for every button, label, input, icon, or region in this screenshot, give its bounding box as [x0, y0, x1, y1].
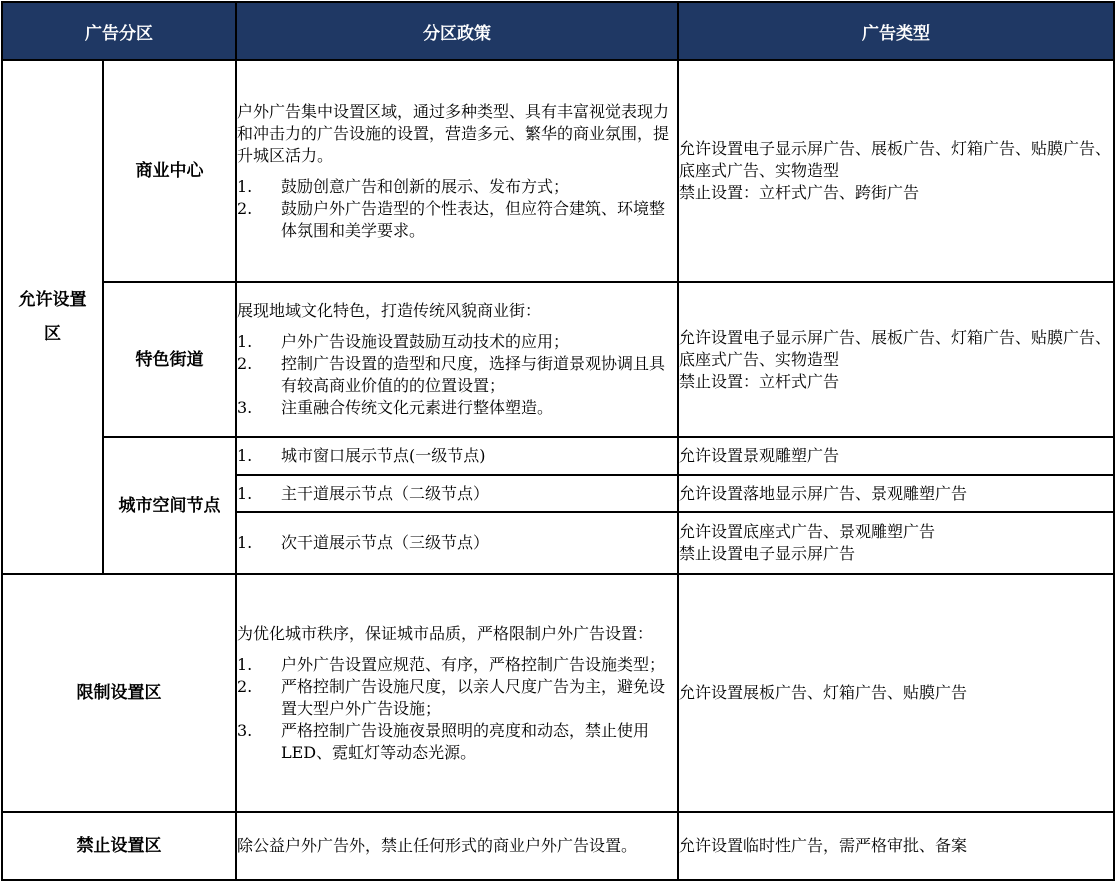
item-number: 2.	[237, 676, 253, 696]
list-item	[237, 654, 677, 676]
list-item	[237, 198, 677, 242]
types-line: 允许设置落地显示屏广告、景观雕塑广告	[679, 483, 968, 503]
types-prohibited	[678, 812, 1114, 880]
item-text: 鼓励户外广告造型的个性表达，但应符合建筑、环境整体氛围和美学要求。	[281, 198, 666, 240]
list-item	[237, 720, 677, 764]
policy-feature-street	[236, 282, 678, 437]
types-restricted	[678, 574, 1114, 812]
item-text: 严格控制广告设施尺度，以亲人尺度广告为主，避免设置大型户外广告设施；	[281, 676, 666, 718]
policy-business-center	[236, 60, 678, 282]
header-types: 广告类型	[678, 2, 1114, 60]
item-number: 1.	[237, 332, 253, 351]
row-city-node-1	[2, 437, 1114, 475]
row-restricted	[2, 574, 1114, 812]
item-number: 2.	[237, 198, 253, 218]
policy-list	[237, 176, 677, 242]
policy-list	[237, 654, 677, 764]
policy-intro: 为优化城市秩序，保证城市品质，严格限制户外广告设置：	[237, 623, 654, 643]
list-item	[237, 397, 677, 419]
zone-allowed-line-2: 区	[44, 324, 61, 344]
item-text: 控制广告设置的造型和尺度，选择与街道景观协调且具有较高商业价值的的位置设置；	[281, 354, 666, 395]
subzone-city-nodes: 城市空间节点	[103, 437, 236, 574]
item-number: 1.	[237, 446, 253, 465]
zone-restricted: 限制设置区	[2, 574, 236, 812]
item-text: 次干道展示节点（三级节点）	[281, 533, 490, 552]
subzone-business-center: 商业中心	[103, 60, 236, 282]
item-text: 鼓励创意广告和创新的展示、发布方式；	[281, 176, 570, 196]
types-line: 禁止设置电子显示屏广告	[679, 544, 856, 563]
zone-allowed	[2, 60, 103, 574]
types-business-center	[678, 60, 1114, 282]
policy-city-node-1	[236, 437, 678, 475]
row-business-center	[2, 60, 1114, 282]
item-text: 主干道展示节点（二级节点）	[281, 483, 490, 503]
types-city-node-3	[678, 512, 1114, 574]
row-feature-street	[2, 282, 1114, 437]
types-feature-street	[678, 282, 1114, 437]
header-zone: 广告分区	[2, 2, 236, 60]
types-city-node-2	[678, 475, 1114, 512]
item-number: 2.	[237, 354, 253, 373]
item-number: 1.	[237, 654, 253, 674]
item-text: 城市窗口展示节点(一级节点)	[281, 446, 486, 465]
list-item	[237, 676, 677, 720]
list-item	[237, 331, 677, 353]
policy-intro: 户外广告集中设置区域，通过多种类型、具有丰富视觉表现力和冲击力的广告设施的设置，营造多元、繁华的商业氛围，提升城区活力。	[237, 101, 670, 165]
zone-allowed-line-1: 允许设置	[18, 290, 87, 310]
types-city-node-1	[678, 437, 1114, 475]
item-text: 户外广告设施设置鼓励互动技术的应用；	[281, 332, 570, 351]
item-text: 户外广告设置应规范、有序，严格控制广告设施类型；	[281, 654, 666, 674]
types-line: 允许设置展板广告、灯箱广告、贴膜广告	[679, 683, 968, 702]
subzone-feature-street: 特色街道	[103, 282, 236, 437]
policy-prohibited: 除公益户外广告外，禁止任何形式的商业户外广告设置。	[236, 812, 678, 880]
policy-city-node-2	[236, 475, 678, 512]
types-line: 允许设置电子显示屏广告、展板广告、灯箱广告、贴膜广告、底座式广告、实物造型	[679, 327, 1112, 369]
item-number: 3.	[237, 398, 253, 417]
types-line: 禁止设置：立杆式广告、跨街广告	[679, 183, 920, 202]
list-item	[237, 176, 677, 198]
policy-city-node-3	[236, 512, 678, 574]
policy-list	[237, 331, 677, 419]
header-policy: 分区政策	[236, 2, 678, 60]
types-line: 禁止设置：立杆式广告	[679, 371, 840, 391]
item-number: 3.	[237, 720, 253, 740]
item-number: 1.	[237, 533, 253, 552]
row-prohibited	[2, 812, 1114, 880]
item-text: 严格控制广告设施夜景照明的亮度和动态，禁止使用LED、霓虹灯等动态光源。	[281, 720, 650, 762]
types-line: 允许设置临时性广告，需严格审批、备案	[679, 836, 968, 855]
types-line: 允许设置景观雕塑广告	[679, 446, 840, 465]
item-text: 注重融合传统文化元素进行整体塑造。	[281, 398, 554, 417]
policy-restricted	[236, 574, 678, 812]
zone-prohibited: 禁止设置区	[2, 812, 236, 880]
types-line: 允许设置底座式广告、景观雕塑广告	[679, 522, 936, 541]
item-number: 1.	[237, 176, 253, 196]
policy-intro: 展现地域文化特色，打造传统风貌商业街：	[237, 301, 542, 320]
ad-zoning-table	[1, 1, 1115, 881]
item-number: 1.	[237, 483, 253, 503]
types-line: 允许设置电子显示屏广告、展板广告、灯箱广告、贴膜广告、底座式广告、实物造型	[679, 139, 1112, 180]
list-item	[237, 353, 677, 397]
